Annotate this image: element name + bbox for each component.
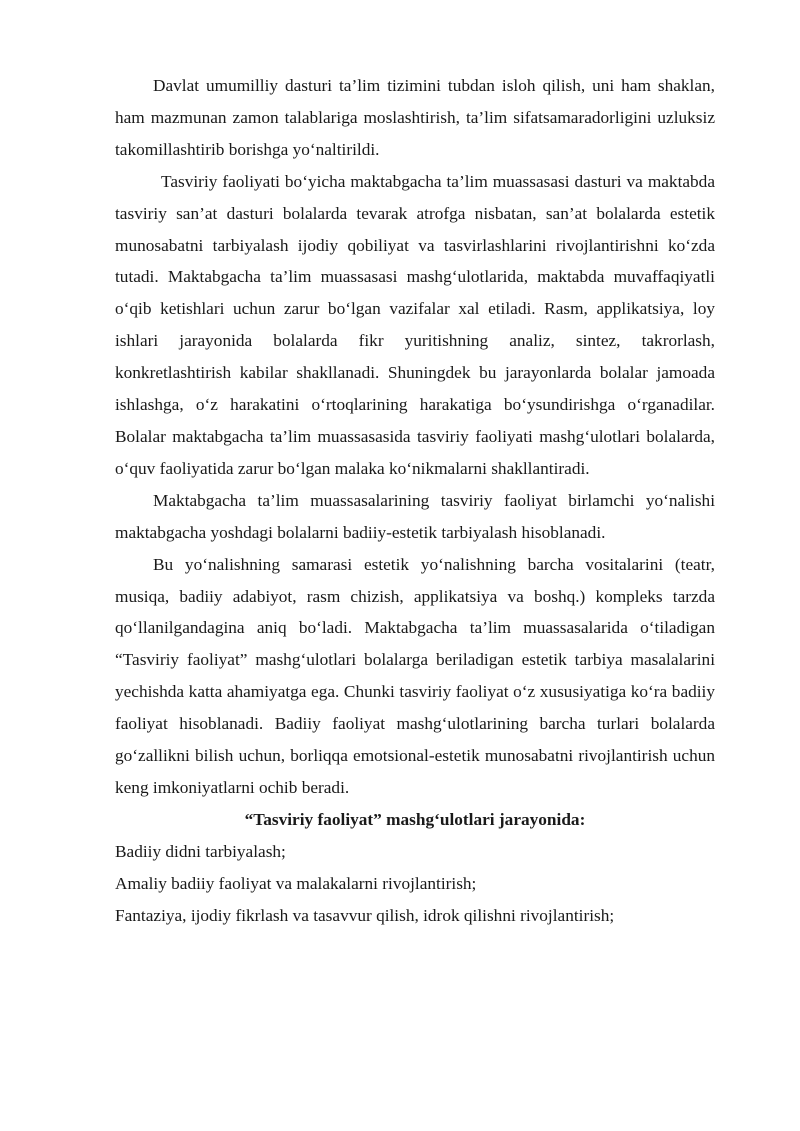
document-page: [115, 70, 715, 931]
paragraph-program-reform: Davlat umumilliy dasturi ta’lim tizimini tubdan isloh qilish, uni ham shaklan, ham mazmunan zamon talablariga moslashtirish, ta’lim sifatsamaradorligini uzluksiz takomillashtirib borishga yo‘naltirildi.: [115, 76, 715, 159]
paragraph-primary-direction: Maktabgacha ta’lim muassasalarining tasviriy faoliyat birlamchi yo‘nalishi maktabgacha yoshdagi bolalarni badiiy-estetik tarbiyalash hisoblanadi.: [115, 490, 715, 542]
list-item: Fantaziya, ijodiy fikrlash va tasavvur qilish, idrok qilishni rivojlantirish;: [115, 905, 615, 925]
paragraph-aesthetic-means: Bu yo‘nalishning samarasi estetik yo‘nalishning barcha vositalarini (teatr, musiqa, badiiy adabiyot, rasm chizish, applikatsiya va boshq.) kompleks tarzda qo‘llanilgandagina aniq bo‘ladi. Maktabgacha ta’lim muassasalarida o‘tiladigan “Tasviriy faoliyat” mashg‘ulotlari bolalarga beriladigan estetik tarbiya masalalarini yechishda katta ahamiyatga ega. Chunki tasviriy faoliyat o‘z xususiyatiga ko‘ra badiiy faoliyat hisoblanadi. Badiiy faoliyat mashg‘ulotlarining barcha turlari bolalarda go‘zallikni bilish uchun, borliqqa emotsional-estetik munosabatni rivojlantirish uchun keng imkoniyatlarni ochib beradi.: [115, 554, 715, 797]
paragraph-visual-activity: Tasviriy faoliyati bo‘yicha maktabgacha ta’lim muassasasi dasturi va maktabda tasviriy san’at dasturi bolalarda tevarak atrofga nisbatan, san’at bolalarda estetik munosabatni tarbiyalash ijodiy qobiliyat va tasvirlashlarini rivojlantirishni ko‘zda tutadi. Maktabgacha ta’lim muassasasi mashg‘ulotlarida, maktabda muvaffaqiyatli o‘qib ketishlari uchun zarur bo‘lgan vazifalar xal etiladi. Rasm, applikatsiya, loy ishlari jarayonida bolalarda fikr yuritishning analiz, sintez, takrorlash, konkretlashtirish kabilar shakllanadi. Shuningdek bu jarayonlarda bolalar jamoada ishlashga, o‘z harakatini o‘rtoqlarining harakatiga bo‘ysundirishga o‘rganadilar. Bolalar maktabgacha ta’lim muassasasida tasviriy faoliyati mashg‘ulotlari bolalarda, o‘quv faoliyatida zarur bo‘lgan malaka ko‘nikmalarni shakllantiradi.: [115, 171, 715, 478]
list-item: Amaliy badiiy faoliyat va malakalarni rivojlantirish;: [115, 873, 477, 893]
section-heading: “Tasviriy faoliyat” mashg‘ulotlari jarayonida:: [244, 809, 586, 829]
list-item: Badiiy didni tarbiyalash;: [115, 841, 286, 861]
